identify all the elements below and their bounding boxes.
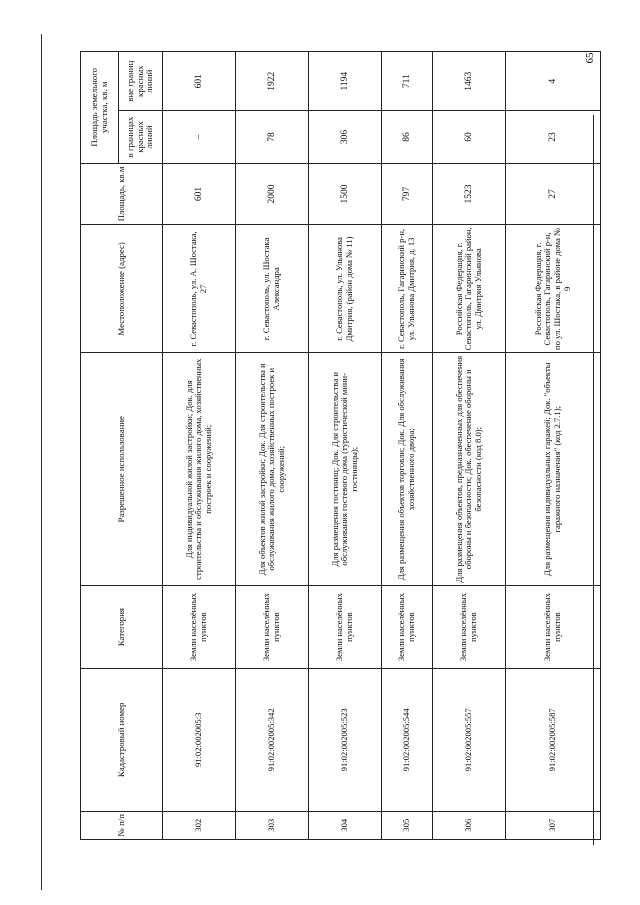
area-within-red-lines: –	[163, 111, 236, 163]
table-body	[163, 52, 601, 840]
land-category: Земли населённых пунктов	[236, 586, 309, 669]
cadastral-number: 91:02:002005:342	[236, 669, 309, 811]
area-outside-red-lines: 1194	[309, 52, 382, 111]
table-row	[236, 52, 309, 840]
permitted-use: Для размещения объектов торговли; Док. Для обслуживания хозяйственного двора;	[382, 353, 433, 586]
area-within-red-lines: 23	[505, 111, 600, 163]
table-row	[505, 52, 600, 840]
area-total: 27	[505, 163, 600, 225]
row-num: 304	[309, 811, 382, 839]
permitted-use: Для объектов жилой застройки; Док. Для строительства и обслуживания жилого дома, хозяйственных построек и сооружений;	[236, 353, 309, 586]
header-plot-area: Площадь земельного участка, кв. м	[81, 52, 119, 164]
area-within-red-lines: 60	[432, 111, 505, 163]
table-row	[382, 52, 433, 840]
area-outside-red-lines: 601	[163, 52, 236, 111]
land-category: Земли населённых пунктов	[309, 586, 382, 669]
area-outside-red-lines: 1922	[236, 52, 309, 111]
margin-rule	[41, 34, 42, 890]
header-location: Местоположение (адрес)	[81, 225, 163, 353]
header-within-red-lines: в границах красных линий	[119, 111, 163, 163]
area-total: 601	[163, 163, 236, 225]
rotated-table-wrapper	[80, 51, 601, 840]
area-within-red-lines: 86	[382, 111, 433, 163]
header-num: № п/п	[81, 811, 163, 839]
area-outside-red-lines: 711	[382, 52, 433, 111]
area-outside-red-lines: 4	[505, 52, 600, 111]
location-address: г. Севастополь, ул. Шостака Александра	[236, 225, 309, 353]
area-within-red-lines: 78	[236, 111, 309, 163]
location-address: Российская Федерация, г. Севастополь, Гагаринский район, ул. Дмитрия Ульянова	[432, 225, 505, 353]
table-header	[81, 52, 163, 840]
location-address: г. Севастополь, ул. Ульянова Дмитрия, (район дома № 11)	[309, 225, 382, 353]
area-total: 2000	[236, 163, 309, 225]
cadastral-number: 91:02:002005:544	[382, 669, 433, 811]
cadastral-number: 91:02:002005:587	[505, 669, 600, 811]
row-num: 305	[382, 811, 433, 839]
permitted-use: Для индивидуальной жилой застройки; Док. для строительства и обслуживания жилого дома, хозяйственных построек и сооружений;	[163, 353, 236, 586]
land-category: Земли населённых пунктов	[163, 586, 236, 669]
area-within-red-lines: 306	[309, 111, 382, 163]
header-category: Категория	[81, 586, 163, 669]
area-total: 1523	[432, 163, 505, 225]
header-cadastral: Кадастровый номер	[81, 669, 163, 811]
location-address: Российская Федерация, г. Севастополь, Гагаринский р-н, по ул. Шостака, в районе дома № 9	[505, 225, 600, 353]
land-plots-table	[80, 51, 601, 840]
area-total: 797	[382, 163, 433, 225]
row-num: 302	[163, 811, 236, 839]
land-category: Земли населённых пунктов	[382, 586, 433, 669]
location-address: г. Севастополь, ул. А. Шостака, 27	[163, 225, 236, 353]
header-outside-red-lines: вне границ красных линий	[119, 52, 163, 111]
header-usage: Разрешенное использование	[81, 353, 163, 586]
rotated-table-area	[80, 51, 601, 840]
page-number: 65	[584, 52, 596, 64]
land-category: Земли населённых пунктов	[505, 586, 600, 669]
row-num: 307	[505, 811, 600, 839]
permitted-use: Для размещения индивидуальных гаражей; Док. "объекты гаражного назначения" (код 2.7.1);	[505, 353, 600, 586]
area-total: 1500	[309, 163, 382, 225]
table-row	[432, 52, 505, 840]
area-outside-red-lines: 1463	[432, 52, 505, 111]
location-address: г. Севастополь, Гагаринский р-н, ул. Ульянова Дмитрия, д. 13	[382, 225, 433, 353]
cadastral-number: 91:02:002005:3	[163, 669, 236, 811]
cadastral-number: 91:02:002005:557	[432, 669, 505, 811]
permitted-use: Для размещения гостиниц; Док. Для строительства и обслуживания гостевого дома (туристической мини-гостиницы);	[309, 353, 382, 586]
cadastral-number: 91:02:002005:523	[309, 669, 382, 811]
table-row	[309, 52, 382, 840]
row-num: 306	[432, 811, 505, 839]
land-category: Земли населённых пунктов	[432, 586, 505, 669]
permitted-use: Для размещения объектов, предназначенных для обеспечения обороны и безопасности; Док. обеспечение обороны и безопасности (код 8.0);	[432, 353, 505, 586]
header-area: Площадь, кв.м	[81, 163, 163, 225]
table-row	[163, 52, 236, 840]
row-num: 303	[236, 811, 309, 839]
